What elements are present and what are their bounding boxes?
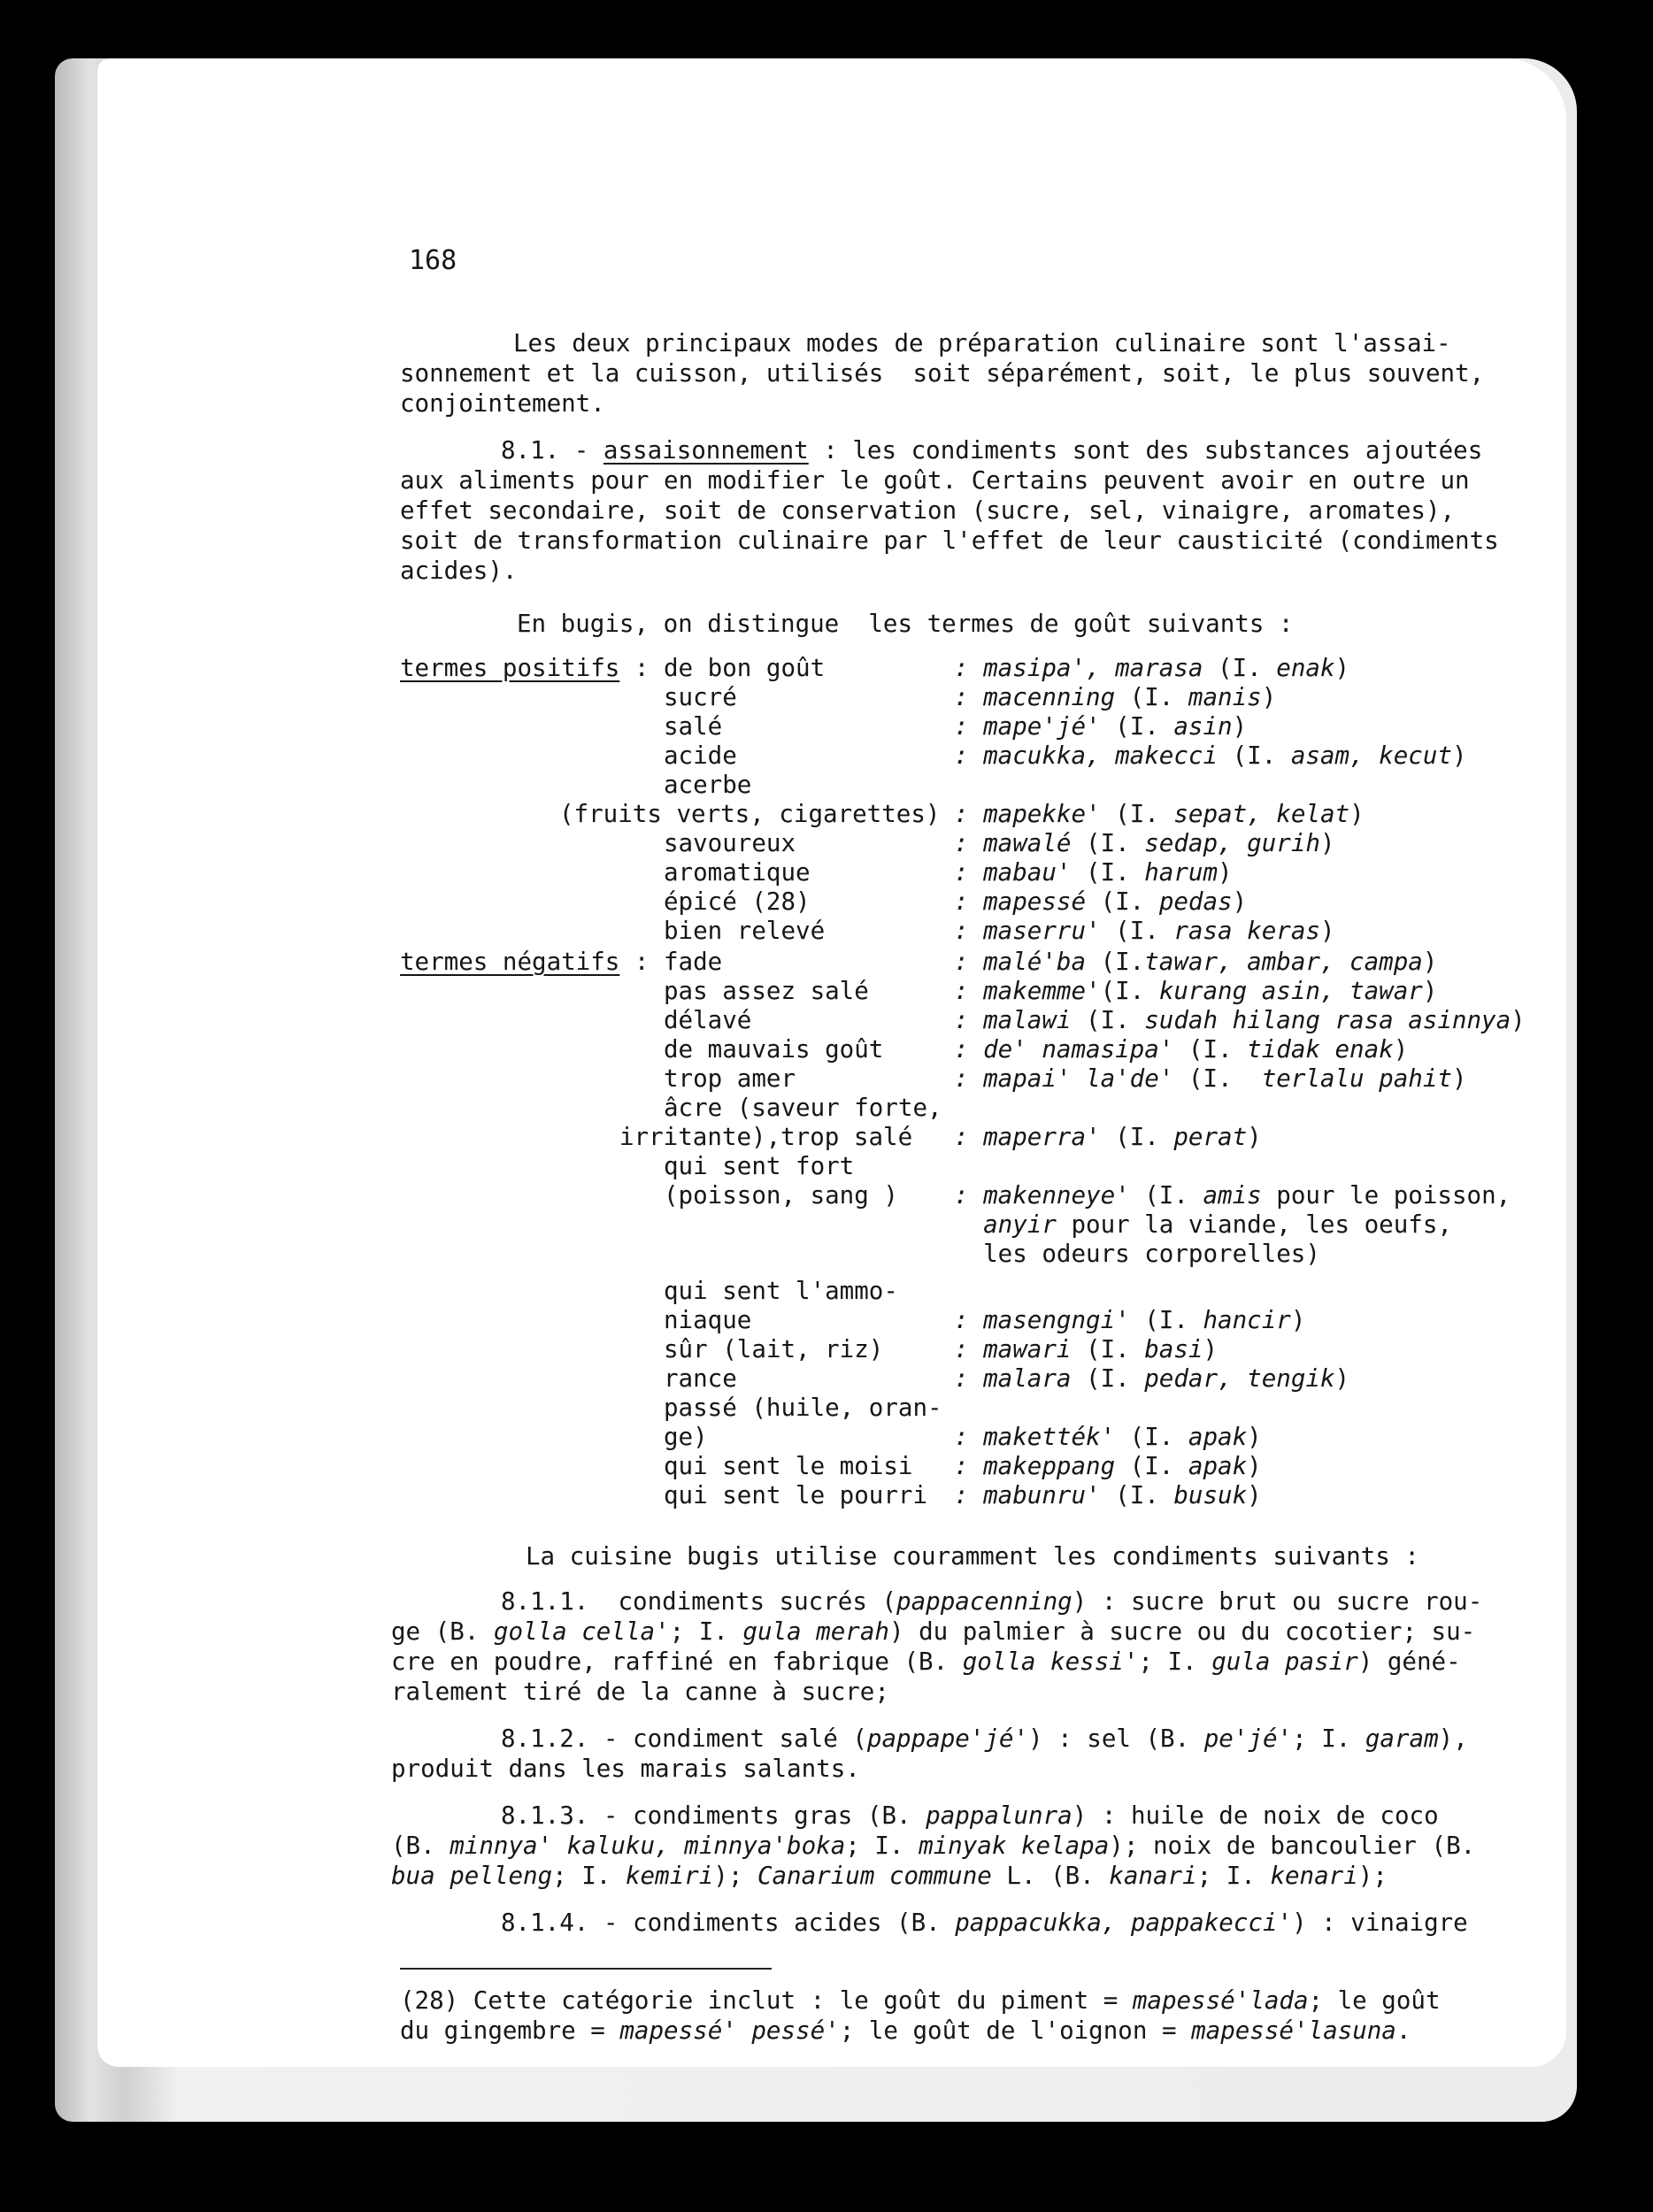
taste-term-french: délavé bbox=[664, 1006, 752, 1034]
taste-term-french: (poisson, sang ) bbox=[664, 1181, 898, 1210]
intro-line: conjointement. bbox=[400, 389, 605, 418]
taste-term-bugis: : malawi (I. sudah hilang rasa asinnya) bbox=[954, 1006, 1526, 1034]
taste-term-french: trop amer bbox=[664, 1064, 796, 1093]
section-8-1-line: effet secondaire, soit de conservation (sucre, sel, vinaigre, aromates), bbox=[400, 496, 1456, 525]
section-title-assaisonnement: assaisonnement bbox=[603, 436, 809, 465]
taste-term-french: qui sent le pourri bbox=[664, 1481, 928, 1509]
taste-term-bugis: : macenning (I. manis) bbox=[954, 683, 1277, 711]
taste-term-bugis: : malara (I. pedar, tengik) bbox=[954, 1364, 1350, 1393]
taste-term-bugis: les odeurs corporelles) bbox=[954, 1240, 1320, 1268]
taste-term-french: qui sent l'ammo- bbox=[664, 1277, 898, 1305]
condiment-8-1-3-line: 8.1.3. - condiments gras (B. pappalunra) : huile de noix de coco bbox=[501, 1801, 1439, 1830]
condiment-8-1-1-line: cre en poudre, raffiné en fabrique (B. golla kessi'; I. gula pasir) géné- bbox=[391, 1647, 1461, 1676]
taste-term-french: qui sent fort bbox=[664, 1152, 855, 1180]
taste-term-french: acide bbox=[664, 741, 737, 770]
taste-term-french: de mauvais goût bbox=[664, 1035, 884, 1064]
section-8-1-line: soit de transformation culinaire par l'effet de leur causticité (condiments bbox=[400, 526, 1499, 555]
taste-term-bugis: : de' namasipa' (I. tidak enak) bbox=[954, 1035, 1409, 1064]
taste-term-french: acerbe bbox=[664, 771, 752, 799]
bugis-intro: En bugis, on distingue les termes de goût suivants : bbox=[517, 610, 1294, 638]
taste-term-bugis: : malé'ba (I.tawar, ambar, campa) bbox=[954, 948, 1438, 976]
taste-term-bugis: : makették' (I. apak) bbox=[954, 1423, 1262, 1451]
taste-term-bugis: : mapai' la'de' (I. terlalu pahit) bbox=[954, 1064, 1467, 1093]
taste-term-french: épicé (28) bbox=[664, 887, 811, 916]
footnote-divider bbox=[400, 1968, 772, 1970]
condiment-8-1-1-line: ge (B. golla cella'; I. gula merah) du palmier à sucre ou du cocotier; su- bbox=[391, 1617, 1476, 1646]
taste-term-bugis: : mawari (I. basi) bbox=[954, 1335, 1219, 1363]
condiment-8-1-3-line: (B. minnya' kaluku, minnya'boka; I. minyak kelapa); noix de bancoulier (B. bbox=[391, 1832, 1476, 1860]
taste-term-bugis: : mabau' (I. harum) bbox=[954, 858, 1233, 887]
taste-term-french: aromatique bbox=[664, 858, 811, 887]
negative-terms-label: termes négatifs : bbox=[400, 948, 650, 976]
taste-term-french: rance bbox=[664, 1364, 737, 1393]
taste-term-bugis: : macukka, makecci (I. asam, kecut) bbox=[954, 741, 1467, 770]
intro-line: Les deux principaux modes de préparation culinaire sont l'assai- bbox=[513, 329, 1451, 357]
taste-term-french: sûr (lait, riz) bbox=[664, 1335, 884, 1363]
condiment-8-1-2-line: 8.1.2. - condiment salé (pappape'jé') : sel (B. pe'jé'; I. garam), bbox=[501, 1724, 1468, 1753]
footnote-line: (28) Cette catégorie inclut : le goût du piment = mapessé'lada; le goût bbox=[400, 1986, 1441, 2015]
taste-term-bugis: anyir pour la viande, les oeufs, bbox=[954, 1210, 1452, 1239]
taste-term-bugis: : maperra' (I. perat) bbox=[954, 1123, 1262, 1151]
taste-term-french: savoureux bbox=[664, 829, 796, 857]
taste-term-bugis: : makemme'(I. kurang asin, tawar) bbox=[954, 977, 1438, 1005]
cuisine-intro: La cuisine bugis utilise couramment les condiments suivants : bbox=[526, 1542, 1419, 1571]
taste-term-french: niaque bbox=[664, 1306, 752, 1334]
book-page bbox=[97, 58, 1566, 2067]
taste-term-french: pas assez salé bbox=[664, 977, 869, 1005]
taste-term-french: qui sent le moisi bbox=[664, 1452, 913, 1480]
taste-term-bugis: : makeppang (I. apak) bbox=[954, 1452, 1262, 1480]
taste-term-bugis: : maserru' (I. rasa keras) bbox=[954, 917, 1335, 945]
taste-term-french: de bon goût bbox=[664, 654, 826, 682]
section-8-1-line: acides). bbox=[400, 557, 518, 585]
taste-term-bugis: : mape'jé' (I. asin) bbox=[954, 712, 1248, 741]
section-8-1-heading: 8.1. - assaisonnement : les condiments sont des substances ajoutées bbox=[501, 436, 1483, 465]
taste-term-french: fade bbox=[664, 948, 723, 976]
condiment-8-1-4-line: 8.1.4. - condiments acides (B. pappacukka, pappakecci') : vinaigre bbox=[501, 1909, 1468, 1937]
taste-term-french: passé (huile, oran- bbox=[664, 1394, 942, 1422]
taste-term-french: bien relevé bbox=[664, 917, 826, 945]
taste-term-bugis: : mapekke' (I. sepat, kelat) bbox=[954, 800, 1365, 828]
taste-term-french: irritante),trop salé bbox=[619, 1123, 913, 1151]
taste-term-bugis: : mabunru' (I. busuk) bbox=[954, 1481, 1262, 1509]
condiment-8-1-1-line: ralement tiré de la canne à sucre; bbox=[391, 1678, 889, 1706]
intro-line: sonnement et la cuisson, utilisés soit séparément, soit, le plus souvent, bbox=[400, 359, 1485, 388]
taste-term-bugis: : makenneye' (I. amis pour le poisson, bbox=[954, 1181, 1511, 1210]
condiment-8-1-2-line: produit dans les marais salants. bbox=[391, 1755, 860, 1783]
taste-term-french: sucré bbox=[664, 683, 737, 711]
taste-term-french: ge) bbox=[664, 1423, 708, 1451]
condiment-8-1-3-line: bua pelleng; I. kemiri); Canarium commune L. (B. kanari; I. kenari); bbox=[391, 1862, 1388, 1890]
taste-term-bugis: : masengngi' (I. hancir) bbox=[954, 1306, 1306, 1334]
footnote-line: du gingembre = mapessé' pessé'; le goût de l'oignon = mapessé'lasuna. bbox=[400, 2016, 1411, 2045]
positive-terms-label: termes positifs : bbox=[400, 654, 650, 682]
taste-term-bugis: : mawalé (I. sedap, gurih) bbox=[954, 829, 1335, 857]
section-8-1-line: aux aliments pour en modifier le goût. Certains peuvent avoir en outre un bbox=[400, 466, 1470, 495]
taste-term-bugis: : mapessé (I. pedas) bbox=[954, 887, 1248, 916]
taste-term-french: salé bbox=[664, 712, 723, 741]
taste-term-bugis: : masipa', marasa (I. enak) bbox=[954, 654, 1350, 682]
taste-term-french: âcre (saveur forte, bbox=[664, 1094, 942, 1122]
condiment-8-1-1-line: 8.1.1. condiments sucrés (pappacenning) : sucre brut ou sucre rou- bbox=[501, 1587, 1483, 1616]
taste-term-french: (fruits verts, cigarettes) bbox=[559, 800, 941, 828]
page-number: 168 bbox=[409, 245, 457, 276]
